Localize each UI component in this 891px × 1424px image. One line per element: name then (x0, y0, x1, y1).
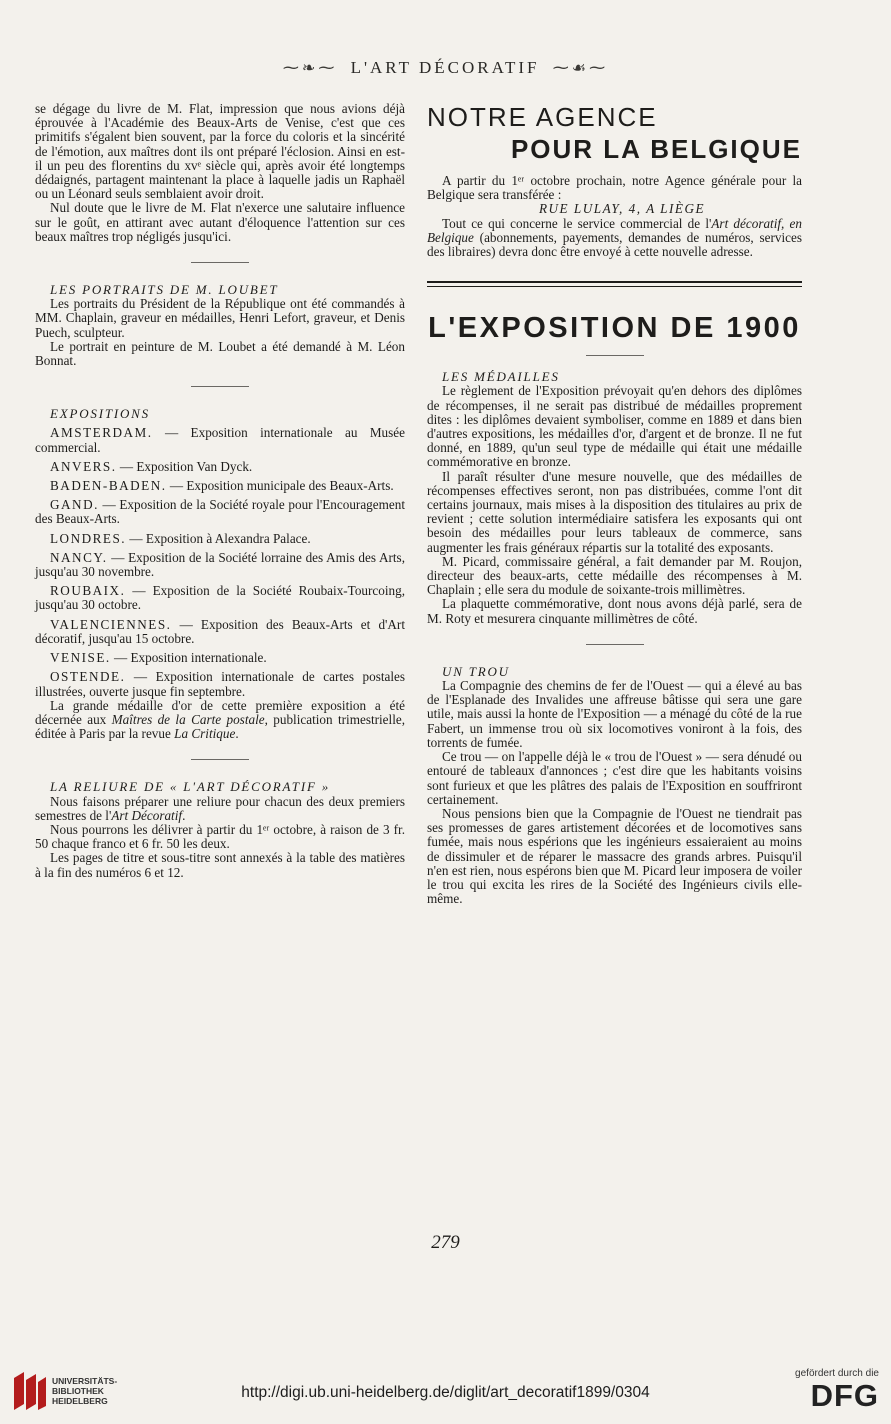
portraits-paragraph: Le portrait en peinture de M. Loubet a été demandé à M. Léon Bonnat. (35, 338, 405, 369)
page-number: 279 (431, 1232, 460, 1253)
agence-title-line2: POUR LA BELGIQUE (510, 134, 802, 164)
section-title-medailles: LES MÉDAILLES (442, 369, 560, 385)
dfg-logo[interactable] (783, 1368, 879, 1420)
intro-paragraph: se dégage du livre de M. Flat, impression que nous avions déjà éprouvée à l'Académie des Beaux-Arts de Venise, c'est que ces primitifs s'égalent bien souvent, par la force du coloris et la sincérité de l'émotion, aux maîtres dont ils ont préparé l'éclosion. Ainsi en est-il un peu des florentins du xvᵉ siècle qui, après avoir été longtemps dédaignés, partagent maintenant la place à laquelle jadis un Raphaël ou un Léonard seuls semblaient avoir droit. (35, 101, 405, 202)
exposition-entry: ROUBAIX. — Exposition de la Société Roubaix-Tourcoing, jusqu'au 30 octobre. (35, 583, 405, 613)
section-divider (191, 262, 249, 263)
flourish-right-ornament: ⁓☙⁓ (552, 60, 609, 77)
flourish-left-ornament: ⁓❧⁓ (282, 60, 338, 77)
dfg-wordmark: DFG (810, 1378, 879, 1413)
trou-paragraph: Ce trou — on l'appelle déjà le « trou de l'Ouest » — sera dénudé ou entouré de tableaux d'annonces ; c'est dire que les habitants voisins sont furieux et que les plâtres des palais de l'Exposition en souffriront certainement. (427, 749, 802, 807)
exposition-entry: AMSTERDAM. — Exposition internationale au Musée commercial. (35, 425, 405, 455)
journal-title: L'ART DÉCORATIF (350, 58, 540, 77)
source-url-link[interactable]: http://digi.ub.uni-heidelberg.de/diglit/art_decoratif1899/0304 (241, 1384, 650, 1401)
exposition-entry: VENISE. — Exposition internationale. (50, 650, 267, 666)
agence-title-line1: NOTRE AGENCE (427, 102, 658, 132)
intro-paragraph: Nul doute que le livre de M. Flat n'exerce une salutaire influence sur le goût, en attirant avec autant d'éloquence l'attention sur ces beaux maîtres trop négligés jusqu'ici. (35, 200, 405, 244)
medal-paragraph: La grande médaille d'or de cette première exposition a été décernée aux Maîtres de la Carte postale, publication trimestrielle, éditée à Paris par la revue La Critique. (35, 697, 406, 742)
exposition-entry: ANVERS. — Exposition Van Dyck. (50, 458, 253, 474)
exposition-entry: GAND. — Exposition de la Société royale pour l'Encouragement des Beaux-Arts. (35, 497, 405, 527)
trou-paragraph: La Compagnie des chemins de fer de l'Ouest — qui a élevé au bas de l'Esplanade des Invalides une affreuse bâtisse qui sera une gare utile, mais aussi la honte de l'Exposition — a ménagé du côté de la rue Fabert, un immense trou où six locomotives voniront à la fois, des torrents de fumée. (427, 678, 802, 750)
exposition-entry: LONDRES. — Exposition à Alexandra Palace. (50, 530, 311, 546)
section-title-portraits: LES PORTRAITS DE M. LOUBET (50, 282, 279, 298)
exposition-entry: VALENCIENNES. — Exposition des Beaux-Arts et d'Art décoratif, jusqu'au 15 octobre. (35, 616, 405, 646)
section-title-trou: UN TROU (442, 663, 510, 679)
exposition-entry: BADEN-BADEN. — Exposition municipale des Beaux-Arts. (50, 478, 394, 494)
medailles-paragraph: Il paraît résulter d'une mesure nouvelle, que des médailles de récompenses effectives seront, non pas distribuées, comme l'ont dit certains journaux, mais mises à la disposition des titulaires au prix de revient ; cette solution intermédiaire satisfera les exposants qui ont besoin des médailles pour leurs tableaux de commerce, sans augmenter les frais généraux répartis sur la totalité des exposants. (427, 468, 802, 555)
reliure-paragraph: Nous pourrons les délivrer à partir du 1ᵉʳ octobre, à raison de 3 fr. 50 chaque franco et 6 fr. 50 les deux. (35, 821, 405, 852)
section-title-reliure: LA RELIURE DE « L'ART DÉCORATIF » (50, 779, 331, 795)
library-name: UNIVERSITÄTS- BIBLIOTHEK HEIDELBERG (52, 1376, 118, 1406)
section-title-expositions: EXPOSITIONS (50, 406, 150, 422)
section-divider (191, 759, 249, 760)
right-column (427, 102, 802, 906)
section-divider (586, 355, 644, 356)
trou-paragraph: Nous pensions bien que la Compagnie de l'Ouest ne tiendrait pas ses promesses de gares artistement décorées et de locomotives sans fumée, mais nous espérions que les ingénieurs essaieraient au moins de dissimuler et de réparer le massacre des grands arbres. Puisqu'il n'en est rien, nous espérons bien que M. Picard leur imposera de voiler le trou qui excita les rires de la Société des Ingénieurs civils elle-même. (427, 805, 802, 907)
double-rule-divider (427, 281, 802, 287)
medailles-paragraph: M. Picard, commissaire général, a fait demander par M. Roujon, directeur des beaux-arts, cette médaille des récompenses à M. Chaplain ; elle sera du module de soixante-trois millimètres. (427, 553, 802, 598)
exposition-entry: OSTENDE. — Exposition internationale de cartes postales illustrées, ouverte jusque fin septembre. (35, 669, 405, 699)
left-column (35, 102, 405, 880)
agence-paragraph: Tout ce qui concerne le service commercial de l'Art décoratif, en Belgique (abonnements, payements, demandes de numéros, services des libraires) devra donc être envoyé à cette nouvelle adresse. (427, 215, 802, 260)
reliure-paragraph: Les pages de titre et sous-titre sont annexés à la table des matières à la fin des numéros 6 et 12. (35, 850, 405, 880)
portraits-paragraph: Les portraits du Président de la République ont été commandés à MM. Chaplain, graveur en médailles, Henri Lefort, graveur, et Denis Puech, sculpteur. (35, 296, 405, 340)
medailles-paragraph: La plaquette commémorative, dont nous avons déjà parlé, sera de M. Roty et mesurera cinquante millimètres de côté. (427, 596, 802, 626)
exposition-entry: NANCY. — Exposition de la Société lorraine des Amis des Arts, jusqu'au 30 novembre. (35, 549, 405, 580)
medailles-paragraph: Le règlement de l'Exposition prévoyait qu'en dehors des diplômes de récompenses, il ne serait pas distribué de médailles proprement dites : les diplômes devaient symboliser, comme en 1889 et dans bien d'autres expositions, les médailles d'or, d'argent et de bronze. Il ne fut donné, en 1889, qu'un seul type de médaille qui était une médaille commémorative en bronze. (427, 383, 802, 470)
section-divider (586, 644, 644, 645)
reliure-paragraph: Nous faisons préparer une reliure pour chacun des deux premiers semestres de l'Art Décoratif. (35, 793, 405, 823)
funding-note: gefördert durch die (795, 1368, 879, 1379)
agence-paragraph: A partir du 1ᵉʳ octobre prochain, notre Agence générale pour la Belgique sera transférée : (427, 173, 802, 203)
section-divider (191, 386, 249, 387)
exposition-1900-title: L'EXPOSITION DE 1900 (428, 312, 801, 345)
agence-address: RUE LULAY, 4, A LIÈGE (538, 201, 706, 217)
running-head (0, 58, 891, 78)
